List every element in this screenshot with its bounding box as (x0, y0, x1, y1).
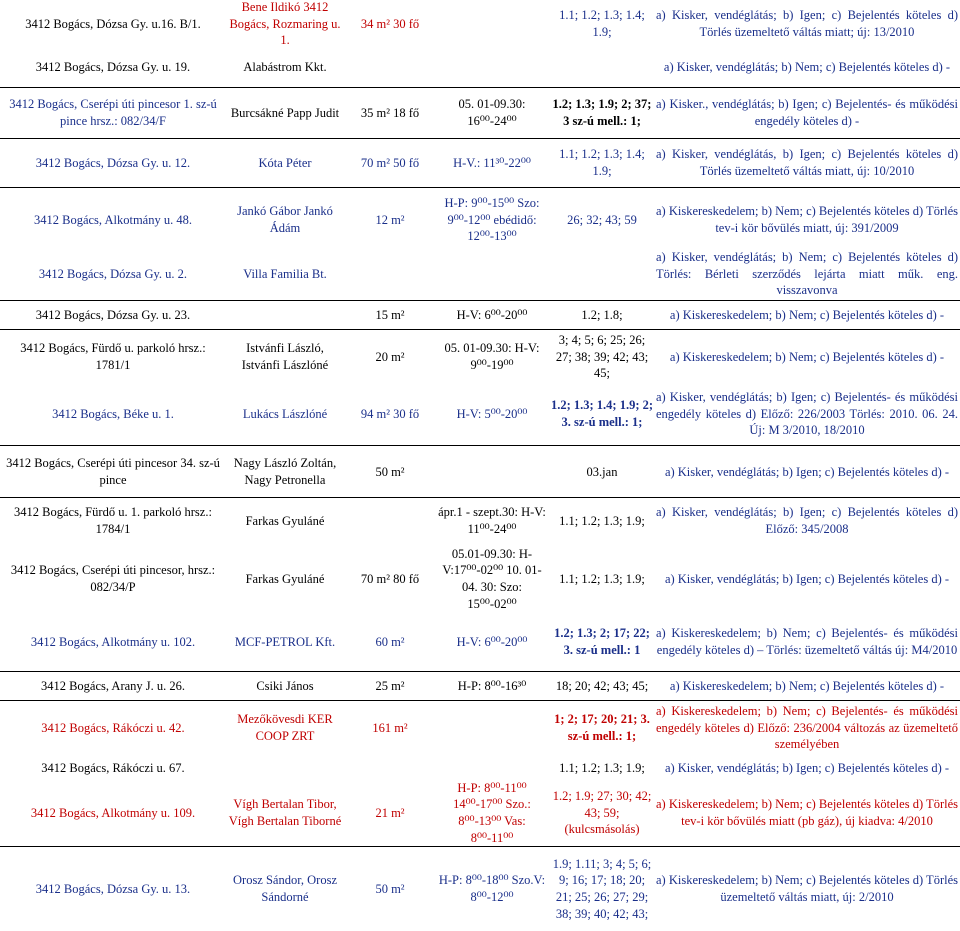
table-row (0, 90, 960, 136)
operator-cell: Nagy László Zoltán, Nagy Petronella (233, 456, 337, 487)
row-divider (0, 329, 960, 330)
address-cell: 3412 Bogács, Rákóczi u. 67. (41, 760, 185, 775)
codes-cell: 26; 32; 43; 59 (567, 212, 637, 227)
note-cell: a) Kisker, vendéglátás; b) Igen; c) Bejelentés köteles d) - (664, 760, 950, 775)
row-divider (0, 497, 960, 498)
address-cell: 3412 Bogács, Rákóczi u. 42. (41, 720, 185, 735)
table-row (0, 703, 960, 753)
operator-cell: Burcsákné Papp Judit (230, 105, 340, 120)
area-cell: 20 m² (375, 349, 405, 364)
operator-cell: Kóta Péter (258, 155, 312, 170)
hours-cell: 05.01-09.30: H-V:17⁰⁰-02⁰⁰ 10. 01-04. 30: Szo: 15⁰⁰-02⁰⁰ (442, 546, 542, 611)
area-cell: 60 m² (375, 634, 405, 649)
note-cell: a) Kisker, vendéglátás; b) Nem; c) Bejelentés köteles d) - (663, 59, 951, 74)
note-cell: a) Kisker., vendéglátás; b) Igen; c) Bejelentés- és működési engedély köteles d) - (656, 97, 958, 128)
address-cell: 3412 Bogács, Fürdő u. 1. parkoló hrsz.: 1784/1 (14, 505, 212, 536)
table-row (0, 616, 960, 668)
table-row (0, 332, 960, 382)
hours-cell: 05. 01-09.30: H-V: 9⁰⁰-19⁰⁰ (444, 341, 540, 372)
table-row (0, 849, 960, 929)
row-divider (0, 138, 960, 139)
address-cell: 3412 Bogács, Dózsa Gy. u. 23. (35, 307, 191, 322)
note-cell: a) Kiskereskedelem; b) Nem; c) Bejelentés köteles d) - (669, 678, 945, 693)
operator-cell: Lukács Lászlóné (242, 406, 328, 421)
operator-cell: MCF-PETROL Kft. (234, 634, 336, 649)
operator-cell: Vígh Bertalan Tibor, Vígh Bertalan Tiborné (228, 797, 342, 828)
codes-cell: 1.1; 1.2; 1.3; 1.9; (559, 571, 645, 586)
codes-cell: 1; 2; 17; 20; 21; 3. sz-ú mell.: 1; (554, 712, 650, 743)
codes-cell: 03.jan (586, 464, 618, 479)
address-cell: 3412 Bogács, Alkotmány u. 102. (30, 634, 196, 649)
table-row (0, 386, 960, 442)
row-divider (0, 87, 960, 88)
address-cell: 3412 Bogács, Alkotmány u. 109. (30, 805, 196, 820)
note-cell: a) Kisker, vendéglátás; b) Igen; c) Bejelentés köteles d) Törlés üzemeltető váltás miatt; új: 13/2010 (656, 8, 958, 39)
area-cell: 70 m² 80 fő (360, 571, 420, 586)
area-cell: 35 m² 18 fő (360, 105, 420, 120)
codes-cell: 1.2; 1.9; 27; 30; 42; 43; 59; (kulcsmásolás) (552, 789, 652, 837)
note-cell: a) Kisker, vendéglátás; b) Igen; c) Bejelentés köteles d) Előző: 345/2008 (656, 505, 958, 536)
hours-cell: H-P: 8⁰⁰-16³⁰ (457, 678, 527, 693)
note-cell: a) Kisker, vendéglátás; b) Igen; c) Bejelentés- és működési engedély köteles d) Előző: 226/2003 Törlés: 2010. 06. 24. Új: M 3/2010, 18/2010 (656, 390, 958, 438)
codes-cell: 1.2; 1.3; 2; 17; 22; 3. sz-ú mell.: 1 (554, 626, 650, 657)
note-cell: a) Kiskereskedelem; b) Nem; c) Bejelentés köteles d) Törlés üzemeltető váltás miatt, új: 2/2010 (656, 873, 958, 904)
table-row (0, 250, 960, 298)
operator-cell: Istvánfi László, Istvánfi Lászlóné (241, 341, 329, 372)
row-divider (0, 671, 960, 672)
area-cell: 21 m² (375, 805, 405, 820)
table-row (0, 448, 960, 496)
note-cell: a) Kisker, vendéglátás; b) Igen; c) Bejelentés köteles d) - (664, 571, 950, 586)
hours-cell: H-V: 6⁰⁰-20⁰⁰ (456, 634, 528, 649)
row-divider (0, 187, 960, 188)
note-cell: a) Kiskereskedelem; b) Nem; c) Bejelentés- és működési engedély köteles d) Előző: 236/2004 változás az üzemeltető személyében (656, 704, 958, 752)
hours-cell: H-P: 9⁰⁰-15⁰⁰ Szo: 9⁰⁰-12⁰⁰ ebédidő: 12⁰⁰-13⁰⁰ (444, 196, 540, 244)
codes-cell: 1.2; 1.3; 1.4; 1.9; 2; 3. sz-ú mell.: 1; (550, 398, 654, 429)
operator-cell: Bene Ildikó 3412 Bogács, Rozmaring u. 1. (229, 0, 341, 48)
note-cell: a) Kisker, vendéglátás, b) Igen; c) Bejelentés köteles d) Törlés üzemeltető váltás miatt, új: 10/2010 (656, 147, 958, 178)
table-row (0, 780, 960, 845)
table-row (0, 48, 960, 86)
note-cell: a) Kiskereskedelem; b) Nem; c) Bejelentés köteles d) - (669, 349, 945, 364)
address-cell: 3412 Bogács, Cserépi úti pincesor 1. sz-ú pince hrsz.: 082/34/F (9, 97, 217, 128)
note-cell: a) Kiskereskedelem; b) Nem; c) Bejelentés- és működési engedély köteles d) – Törlés: üzemeltető váltás új: M4/2010 (656, 626, 958, 657)
note-cell: a) Kiskereskedelem; b) Nem; c) Bejelentés köteles d) Törlés tev-i kör bővülés miatt (pb gáz), új kiadva: 4/2010 (656, 797, 958, 828)
operator-cell: Jankó Gábor Jankó Ádám (237, 204, 333, 235)
area-cell: 25 m² (375, 678, 405, 693)
area-cell: 15 m² (375, 307, 405, 322)
hours-cell: 05. 01-09.30: 16⁰⁰-24⁰⁰ (458, 97, 526, 128)
hours-cell: H-V: 5⁰⁰-20⁰⁰ (456, 406, 528, 421)
codes-cell: 1.1; 1.2; 1.3; 1.9; (559, 513, 645, 528)
area-cell: 161 m² (372, 720, 408, 735)
table-row (0, 0, 960, 48)
hours-cell: H-P: 8⁰⁰-18⁰⁰ Szo.V: 8⁰⁰-12⁰⁰ (438, 873, 546, 904)
codes-cell: 1.1; 1.2; 1.3; 1.4; 1.9; (559, 147, 645, 178)
operator-cell: Orosz Sándor, Orosz Sándorné (233, 873, 337, 904)
table-row (0, 753, 960, 783)
hours-cell: H-V.: 11³⁰-22⁰⁰ (453, 155, 531, 170)
table-row (0, 302, 960, 328)
row-divider (0, 300, 960, 301)
area-cell: 34 m² 30 fő (360, 16, 420, 31)
area-cell: 12 m² (375, 212, 405, 227)
operator-cell: Farkas Gyuláné (245, 513, 325, 528)
address-cell: 3412 Bogács, Fürdő u. parkoló hrsz.: 1781/1 (20, 341, 206, 372)
area-cell: 70 m² 50 fő (360, 155, 420, 170)
note-cell: a) Kiskereskedelem; b) Nem; c) Bejelentés köteles d) Törlés tev-i kör bővülés miatt, új: 391/2009 (656, 204, 958, 235)
codes-cell: 1.1; 1.2; 1.3; 1.9; (559, 760, 645, 775)
address-cell: 3412 Bogács, Dózsa Gy. u. 12. (35, 155, 191, 170)
table-row (0, 542, 960, 616)
table-row (0, 190, 960, 250)
operator-cell: Farkas Gyuláné (245, 571, 325, 586)
row-divider (0, 700, 960, 701)
address-cell: 3412 Bogács, Cserépi úti pincesor 34. sz-ú pince (6, 456, 220, 487)
codes-cell: 1.9; 1.11; 3; 4; 5; 6; 9; 16; 17; 18; 20; 21; 25; 26; 27; 29; 38; 39; 40; 42; 43; (552, 856, 652, 921)
row-divider (0, 445, 960, 446)
address-cell: 3412 Bogács, Dózsa Gy. u.16. B/1. (25, 16, 201, 31)
table-row (0, 673, 960, 699)
hours-cell: H-P: 8⁰⁰-11⁰⁰ 14⁰⁰-17⁰⁰ Szo.: 8⁰⁰-13⁰⁰ Vas: 8⁰⁰-11⁰⁰ (453, 780, 531, 845)
address-cell: 3412 Bogács, Dózsa Gy. u. 2. (38, 266, 188, 281)
table-row (0, 141, 960, 185)
address-cell: 3412 Bogács, Alkotmány u. 48. (34, 212, 192, 227)
area-cell: 94 m² 30 fő (360, 406, 420, 421)
address-cell: 3412 Bogács, Cserépi úti pincesor, hrsz.: 082/34/P (10, 563, 216, 594)
area-cell: 50 m² (375, 464, 405, 479)
note-cell: a) Kisker, vendéglátás; b) Nem; c) Bejelentés köteles d) Törlés: Bérleti szerződés lejárta miatt műk. eng. visszavonva (656, 250, 958, 298)
codes-cell: 18; 20; 42; 43; 45; (555, 678, 649, 693)
codes-cell: 1.2; 1.8; (581, 307, 623, 322)
address-cell: 3412 Bogács, Arany J. u. 26. (40, 678, 186, 693)
address-cell: 3412 Bogács, Dózsa Gy. u. 13. (35, 881, 191, 896)
address-cell: 3412 Bogács, Béke u. 1. (52, 406, 174, 421)
table-row (0, 500, 960, 542)
codes-cell: 3; 4; 5; 6; 25; 26; 27; 38; 39; 42; 43; 45; (555, 333, 649, 381)
note-cell: a) Kiskereskedelem; b) Nem; c) Bejelentés köteles d) - (669, 307, 945, 322)
operator-cell: Csiki János (256, 678, 314, 693)
hours-cell: ápr.1 - szept.30: H-V: 11⁰⁰-24⁰⁰ (438, 505, 546, 536)
codes-cell: 1.1; 1.2; 1.3; 1.4; 1.9; (559, 8, 645, 39)
row-divider (0, 846, 960, 847)
note-cell: a) Kisker, vendéglátás; b) Igen; c) Bejelentés köteles d) - (664, 464, 950, 479)
operator-cell: Villa Familia Bt. (243, 266, 327, 281)
operator-cell: Mezőkövesdi KER COOP ZRT (237, 712, 333, 743)
codes-cell: 1.2; 1.3; 1.9; 2; 37; 3 sz-ú mell.: 1; (552, 97, 652, 128)
address-cell: 3412 Bogács, Dózsa Gy. u. 19. (35, 59, 191, 74)
area-cell: 50 m² (375, 881, 405, 896)
operator-cell: Alabástrom Kkt. (243, 59, 327, 74)
hours-cell: H-V: 6⁰⁰-20⁰⁰ (456, 307, 528, 322)
